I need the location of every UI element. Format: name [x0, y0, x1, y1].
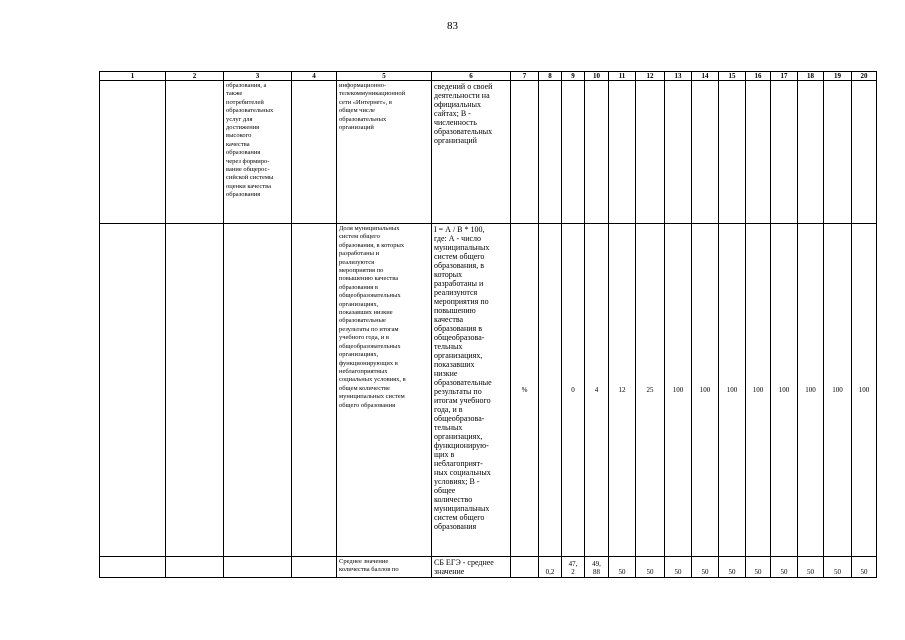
value-cell: 100 — [852, 224, 877, 557]
value-cell: 100 — [824, 224, 852, 557]
column-header: 17 — [771, 72, 798, 81]
table-cell — [432, 81, 511, 224]
column-header: 19 — [824, 72, 852, 81]
table-cell — [292, 224, 337, 557]
table-cell — [100, 557, 166, 578]
value-cell: 50 — [746, 557, 771, 578]
value-cell: 4 — [585, 224, 609, 557]
value-text: 49, 88 — [592, 560, 601, 576]
table-cell — [337, 224, 432, 557]
indicator-name: информационно- телекоммуникационной сети «Интернет», в общем числе образовательных организаций — [339, 82, 406, 132]
table-cell — [337, 81, 432, 224]
column-header: 14 — [692, 72, 719, 81]
value-cell — [539, 224, 562, 557]
calculation-method: СБ ЕГЭ - среднее значение — [434, 558, 494, 576]
table-cell — [852, 81, 877, 224]
table-cell — [100, 224, 166, 557]
value-cell: 100 — [746, 224, 771, 557]
column-header: 9 — [562, 72, 585, 81]
value-cell — [585, 557, 609, 578]
table-row — [100, 81, 877, 224]
column-header: 18 — [798, 72, 824, 81]
table-cell — [224, 557, 292, 578]
calculation-method: сведений о своей деятельности на официальных сайтах; В - численность образовательных организаций — [434, 82, 493, 145]
table-cell — [636, 81, 665, 224]
table-cell — [585, 81, 609, 224]
column-header: 7 — [511, 72, 539, 81]
table-cell — [719, 81, 746, 224]
value-cell: 50 — [719, 557, 746, 578]
value-cell: 50 — [824, 557, 852, 578]
value-cell: 100 — [798, 224, 824, 557]
indicator-name: Среднее значение количества баллов по — [339, 558, 399, 574]
table-cell — [824, 81, 852, 224]
value-text: 0,2 — [545, 567, 555, 576]
table-cell — [432, 224, 511, 557]
unit-cell: % — [511, 224, 539, 557]
column-header: 15 — [719, 72, 746, 81]
table-cell — [665, 81, 692, 224]
table-cell — [771, 81, 798, 224]
table-row — [100, 557, 877, 578]
unit-cell — [511, 557, 539, 578]
table-cell — [224, 81, 292, 224]
table-cell — [166, 557, 224, 578]
table-cell — [292, 557, 337, 578]
value-cell: 100 — [771, 224, 798, 557]
table-cell — [292, 81, 337, 224]
value-cell: 50 — [665, 557, 692, 578]
column-header: 13 — [665, 72, 692, 81]
column-header: 6 — [432, 72, 511, 81]
value-cell — [539, 557, 562, 578]
column-header: 16 — [746, 72, 771, 81]
column-header: 8 — [539, 72, 562, 81]
column-header: 11 — [609, 72, 636, 81]
indicator-name: Доля муниципальных систем общего образования, в которых разработаны и реализуются мероприятия по повышению качества образования в общеобразовательных организациях, показавших низкие образовательные результаты по итогам учебного года, и в общеобразовательных организациях, функционирующих в неблагоприятных социальных условиях, в общем количестве муниципальных систем общего образования — [339, 225, 406, 409]
column-header: 2 — [166, 72, 224, 81]
value-cell: 50 — [852, 557, 877, 578]
value-cell — [562, 557, 585, 578]
column-header: 20 — [852, 72, 877, 81]
value-cell: 50 — [771, 557, 798, 578]
value-cell: 25 — [636, 224, 665, 557]
column-header: 5 — [337, 72, 432, 81]
table-cell — [539, 81, 562, 224]
value-text: 47, 2 — [568, 560, 578, 576]
value-cell: 100 — [692, 224, 719, 557]
column-header: 1 — [100, 72, 166, 81]
indicators-table — [99, 71, 877, 578]
value-cell: 100 — [719, 224, 746, 557]
value-cell: 100 — [665, 224, 692, 557]
table-cell — [798, 81, 824, 224]
value-cell: 0 — [562, 224, 585, 557]
table-cell — [432, 557, 511, 578]
column-header: 12 — [636, 72, 665, 81]
table-cell — [746, 81, 771, 224]
value-cell: 50 — [692, 557, 719, 578]
table-cell — [166, 224, 224, 557]
value-cell: 50 — [636, 557, 665, 578]
table-cell — [100, 81, 166, 224]
value-cell: 50 — [798, 557, 824, 578]
table-row — [100, 224, 877, 557]
table-cell — [166, 81, 224, 224]
table-cell — [609, 81, 636, 224]
task-description: образования, а также потребителей образовательных услуг для достижения высокого качества образования через формиро- вание общерос- сийской системы оценки качества образования — [226, 82, 274, 199]
value-cell: 50 — [609, 557, 636, 578]
table-header-row — [100, 72, 877, 81]
column-header: 3 — [224, 72, 292, 81]
page-number: 83 — [447, 20, 458, 32]
table-cell — [224, 224, 292, 557]
table-cell — [511, 81, 539, 224]
table-cell — [562, 81, 585, 224]
value-cell: 12 — [609, 224, 636, 557]
table-cell — [692, 81, 719, 224]
calculation-method: I = А / В * 100, где: А - число муниципальных систем общего образования, в которых разработаны и реализуются мероприятия по повышению качества образования в общеобразова- тельных организациях, показавших низкие образовательные результаты по итогам учебного года, и в общеобразова- тельных организациях, функционирую- щих в неблагоприят- ных социальных условиях; В - общее количество муниципальных систем общего образования — [434, 225, 492, 531]
column-header: 10 — [585, 72, 609, 81]
column-header: 4 — [292, 72, 337, 81]
table-cell — [337, 557, 432, 578]
